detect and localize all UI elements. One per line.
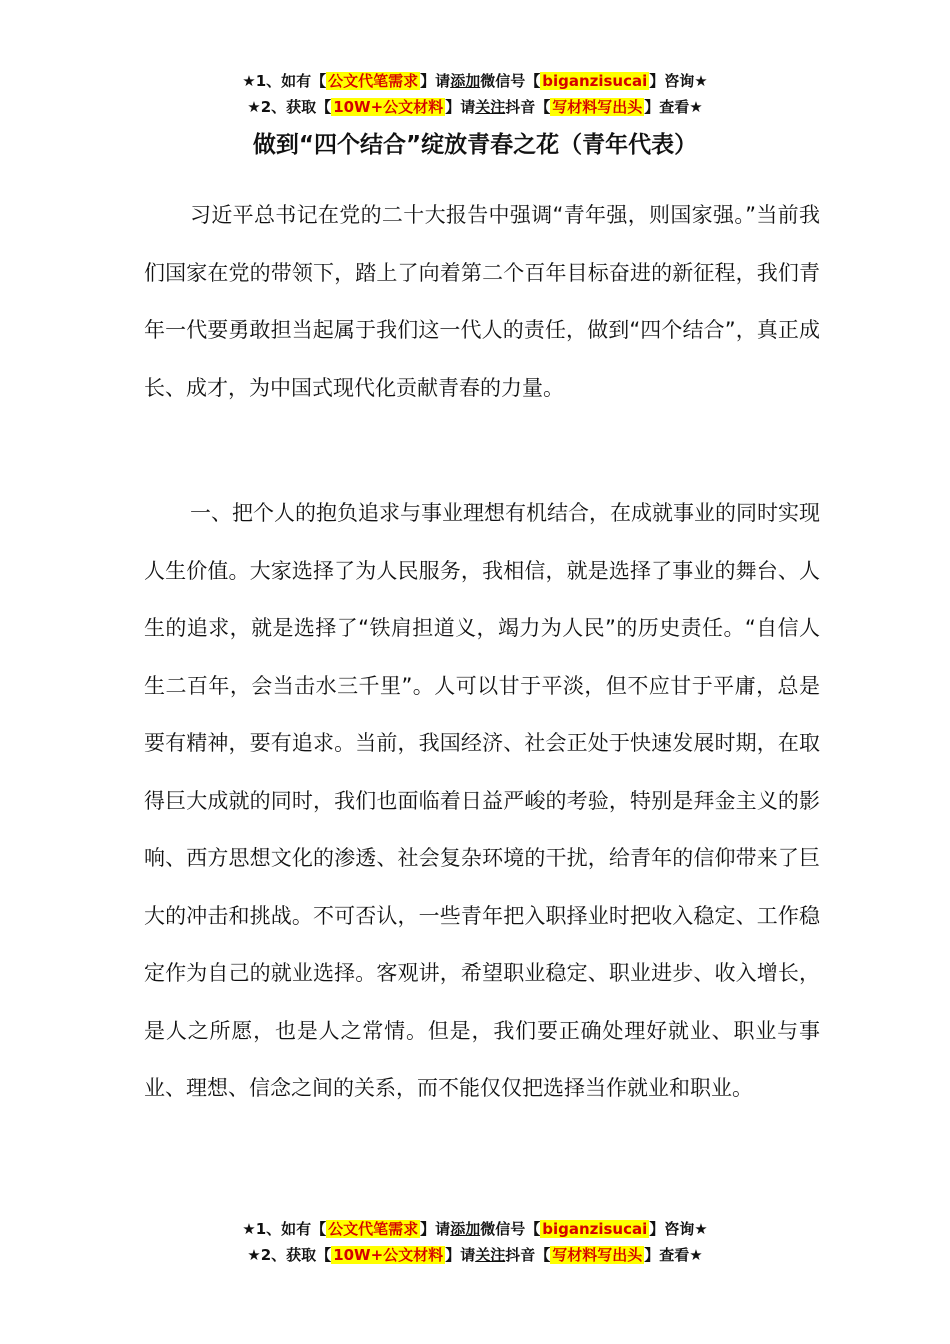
banner-text: ★2、获取【 [247, 1246, 332, 1264]
banner-text: 】查看★ [644, 1246, 703, 1264]
underlined-text: 添加 [450, 72, 481, 90]
banner-text: 】请 [445, 98, 476, 116]
highlight-materials: 10W+公文材料 [333, 1246, 444, 1264]
banner-text: 】查看★ [644, 98, 703, 116]
banner-text: 】咨询★ [649, 72, 708, 90]
banner-text: ★1、如有【 [242, 1220, 327, 1238]
banner-text: 微信号【 [480, 1220, 541, 1238]
paragraph-intro: 习近平总书记在党的二十大报告中强调“青年强，则国家强。”当前我们国家在党的带领下，踏上了向着第二个百年目标奋进的新征程，我们青年一代要勇敢担当起属于我们这一代人的责任，做到“四个结合”，真正成长、成才，为中国式现代化贡献青春的力量。 [144, 203, 820, 400]
highlight-service: 公文代笔需求 [328, 72, 419, 90]
document-title: 做到“四个结合”绽放青春之花（青年代表） [252, 132, 698, 158]
highlight-douyin-account: 写材料写出头 [552, 98, 643, 116]
highlight-service: 公文代笔需求 [328, 1220, 419, 1238]
banner-text: 】咨询★ [649, 1220, 708, 1238]
banner-line-2 [0, 94, 950, 120]
paragraph-point-one: 一、把个人的抱负追求与事业理想有机结合，在成就事业的同时实现人生价值。大家选择了为人民服务，我相信，就是选择了事业的舞台、人生的追求，就是选择了“铁肩担道义，竭力为人民”的历史责任。“自信人生二百年，会当击水三千里”。人可以甘于平淡，但不应甘于平庸，总是要有精神，要有追求。当前，我国经济、社会正处于快速发展时期，在取得巨大成就的同时，我们也面临着日益严峻的考验，特别是拜金主义的影响、西方思想文化的渗透、社会复杂环境的干扰，给青年的信仰带来了巨大的冲击和挑战。不可否认，一些青年把入职择业时把收入稳定、工作稳定作为自己的就业选择。客观讲，希望职业稳定、职业进步、收入增长，是人之所愿，也是人之常情。但是，我们要正确处理好就业、职业与事业、理想、信念之间的关系，而不能仅仅把选择当作就业和职业。 [144, 501, 820, 1100]
footer-banner [0, 1216, 950, 1268]
banner-text: 】请 [420, 72, 451, 90]
banner-text: ★1、如有【 [242, 72, 327, 90]
banner-text: 抖音【 [505, 1246, 551, 1264]
highlight-materials: 10W+公文材料 [333, 98, 444, 116]
banner-text: 】请 [420, 1220, 451, 1238]
banner-line-1 [0, 1216, 950, 1242]
banner-text: 抖音【 [505, 98, 551, 116]
header-banner [0, 68, 950, 120]
highlight-wechat-id: biganzisucai [542, 72, 648, 90]
banner-text: 】请 [445, 1246, 476, 1264]
banner-line-2 [0, 1242, 950, 1268]
highlight-douyin-account: 写材料写出头 [552, 1246, 643, 1264]
banner-text: ★2、获取【 [247, 98, 332, 116]
underlined-text: 关注 [475, 1246, 506, 1264]
banner-line-1 [0, 68, 950, 94]
highlight-wechat-id: biganzisucai [542, 1220, 648, 1238]
underlined-text: 添加 [450, 1220, 481, 1238]
underlined-text: 关注 [475, 98, 506, 116]
banner-text: 微信号【 [480, 72, 541, 90]
